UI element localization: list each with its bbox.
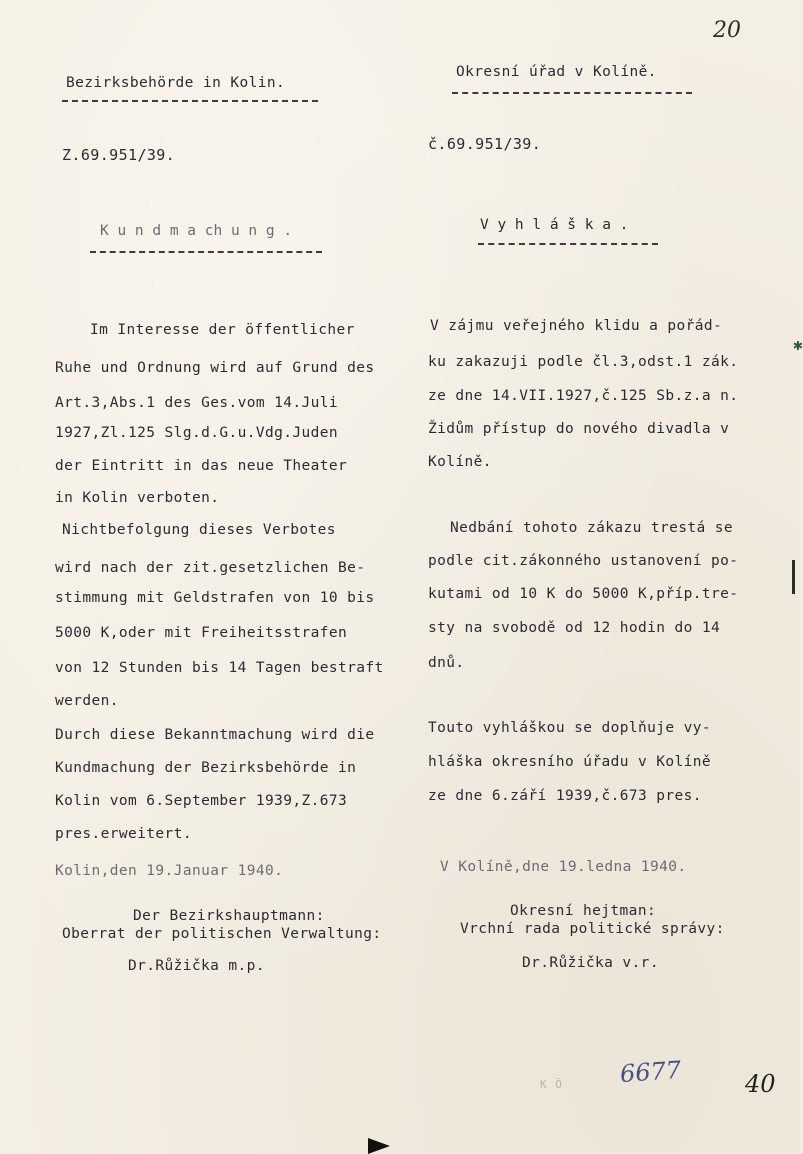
body-de-line: wird nach der zit.gesetzlichen Be- <box>55 560 366 576</box>
archive-stamp: 6677 <box>619 1055 682 1089</box>
handwritten-number: 40 <box>745 1070 776 1098</box>
signature-cz-title: Okresní hejtman: <box>510 903 657 919</box>
refnum-de: Z.69.951/39. <box>62 146 176 164</box>
body-de-line: pres.erweitert. <box>55 826 192 842</box>
body-de-line: Art.3,Abs.1 des Ges.vom 14.Juli <box>55 395 339 411</box>
margin-mark: ✱ <box>793 335 803 354</box>
body-de-line: Im Interesse der öffentlicher <box>90 322 355 338</box>
body-de-line: werden. <box>55 693 119 709</box>
body-cz-line: ze dne 6.září 1939,č.673 pres. <box>428 788 702 804</box>
header-de: Bezirksbehörde in Kolin. <box>66 75 286 91</box>
body-de-line: 1927,Zl.125 Slg.d.G.u.Vdg.Juden <box>55 425 339 441</box>
body-de-line: stimmung mit Geldstrafen von 10 bis <box>55 590 375 606</box>
title-de-underline <box>90 251 322 253</box>
header-cz-underline <box>452 92 692 94</box>
body-cz-line: dnů. <box>428 655 465 671</box>
title-cz: V y h l á š k a . <box>480 217 629 233</box>
body-de-line: der Eintritt in das neue Theater <box>55 458 348 474</box>
arrow-marker <box>368 1138 390 1154</box>
body-de-line: von 12 Stunden bis 14 Tagen bestraft <box>55 660 384 676</box>
margin-bar <box>792 560 795 594</box>
body-cz-line: Touto vyhláškou se doplňuje vy- <box>428 720 712 736</box>
body-de-line: Durch diese Bekanntmachung wird die <box>55 727 375 743</box>
body-cz-line: V zájmu veřejného klidu a pořád- <box>430 318 723 334</box>
body-cz-line: kutami od 10 K do 5000 K,příp.tre- <box>428 586 739 602</box>
body-cz-line: ku zakazuji podle čl.3,odst.1 zák. <box>428 354 739 370</box>
body-de-line: Ruhe und Ordnung wird auf Grund des <box>55 360 375 376</box>
refnum-cz: č.69.951/39. <box>428 135 542 153</box>
header-cz: Okresní úřad v Kolíně. <box>456 64 657 80</box>
body-cz-line: Kolíně. <box>428 454 492 470</box>
title-cz-underline <box>478 243 658 245</box>
page-number: 20 <box>713 18 741 43</box>
signature-de-name: Dr.Růžička m.p. <box>128 958 265 974</box>
date-cz: V Kolíně,dne 19.ledna 1940. <box>440 859 687 875</box>
body-cz-line: ze dne 14.VII.1927,č.125 Sb.z.a n. <box>428 388 739 404</box>
signature-cz-office: Vrchní rada politické správy: <box>460 921 725 937</box>
body-de-line: in Kolin verboten. <box>55 490 220 506</box>
signature-de-office: Oberrat der politischen Verwaltung: <box>62 926 382 942</box>
title-de: K u n d m a ch u n g . <box>100 223 293 239</box>
body-de-line: Kundmachung der Bezirksbehörde in <box>55 760 357 776</box>
bleed-through-text: K Ö <box>540 1078 563 1091</box>
signature-de-title: Der Bezirkshauptmann: <box>133 908 325 924</box>
signature-cz-name: Dr.Růžička v.r. <box>522 955 659 971</box>
body-cz-line: podle cit.zákonného ustanovení po- <box>428 553 739 569</box>
body-de-line: 5000 K,oder mit Freiheitsstrafen <box>55 625 348 641</box>
body-de-line: Kolin vom 6.September 1939,Z.673 <box>55 793 348 809</box>
body-cz-line: hláška okresního úřadu v Kolíně <box>428 754 712 770</box>
body-cz-line: sty na svobodě od 12 hodin do 14 <box>428 620 721 636</box>
body-de-line: Nichtbefolgung dieses Verbotes <box>62 522 336 538</box>
body-cz-line: Nedbání tohoto zákazu trestá se <box>450 520 734 536</box>
body-cz-line: Židům přístup do nového divadla v <box>428 421 730 437</box>
header-de-underline <box>62 100 318 102</box>
date-de: Kolin,den 19.Januar 1940. <box>55 863 284 879</box>
